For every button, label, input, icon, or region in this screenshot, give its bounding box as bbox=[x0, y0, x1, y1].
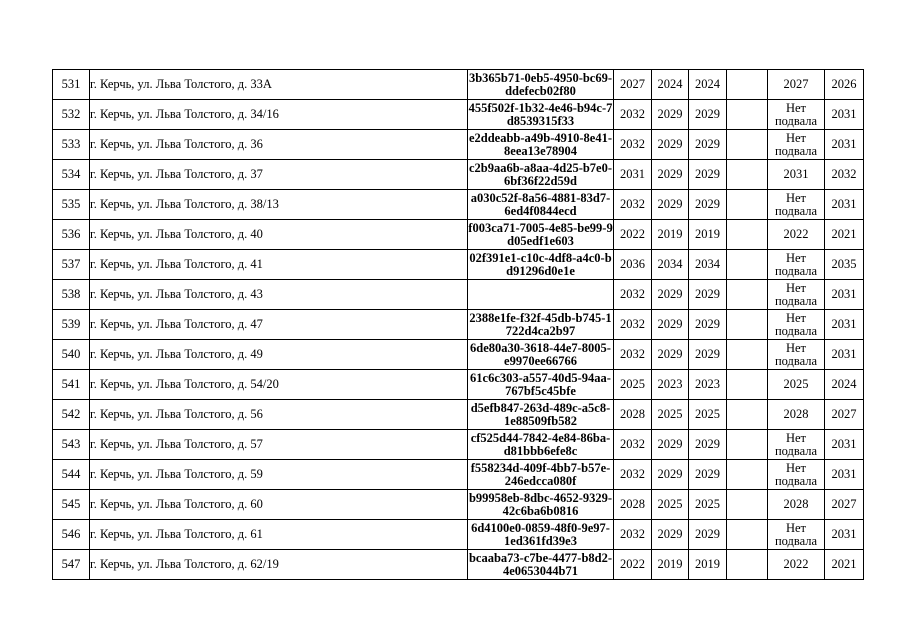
year-cell-last: 2032 bbox=[825, 160, 864, 190]
year-cell-2: 2034 bbox=[652, 250, 689, 280]
year-cell-2: 2029 bbox=[652, 130, 689, 160]
table-row bbox=[53, 340, 864, 370]
year-cell-last: 2024 bbox=[825, 370, 864, 400]
table-row bbox=[53, 130, 864, 160]
empty-cell bbox=[727, 520, 768, 550]
empty-cell bbox=[727, 490, 768, 520]
row-number-cell: 532 bbox=[53, 100, 90, 130]
year-cell-2: 2025 bbox=[652, 400, 689, 430]
guid-cell: f003ca71-7005-4e85-be99-9d05edf1e603 bbox=[468, 220, 613, 248]
year-cell-last: 2027 bbox=[825, 490, 864, 520]
table-row bbox=[53, 430, 864, 460]
year-cell-2: 2019 bbox=[652, 550, 689, 580]
table-row bbox=[53, 550, 864, 580]
year-cell-last: 2031 bbox=[825, 190, 864, 220]
year-cell-3: 2025 bbox=[689, 490, 727, 520]
year-cell-3: 2029 bbox=[689, 340, 727, 370]
year-cell-1: 2032 bbox=[614, 100, 652, 130]
table-row bbox=[53, 310, 864, 340]
year-cell-2: 2025 bbox=[652, 490, 689, 520]
year-cell-2: 2019 bbox=[652, 220, 689, 250]
guid-cell: a030c52f-8a56-4881-83d7-6ed4f0844ecd bbox=[468, 190, 614, 220]
year-cell-3: 2019 bbox=[689, 550, 727, 580]
address-cell: г. Керчь, ул. Льва Толстого, д. 62/19 bbox=[90, 550, 468, 580]
basement-cell: Нет подвала bbox=[768, 130, 825, 160]
table-row bbox=[53, 190, 864, 220]
address-cell: г. Керчь, ул. Льва Толстого, д. 61 bbox=[90, 520, 468, 550]
table-row bbox=[53, 220, 864, 250]
year-cell-3: 2019 bbox=[689, 220, 727, 250]
table-row bbox=[53, 70, 864, 100]
address-cell: г. Керчь, ул. Льва Толстого, д. 43 bbox=[90, 280, 468, 310]
address-cell: г. Керчь, ул. Льва Толстого, д. 54/20 bbox=[90, 370, 468, 400]
year-cell-3: 2029 bbox=[689, 130, 727, 160]
year-cell-1: 2036 bbox=[614, 250, 652, 280]
empty-cell bbox=[727, 220, 768, 250]
empty-cell bbox=[727, 190, 768, 220]
table-row bbox=[53, 520, 864, 550]
year-cell-last: 2021 bbox=[825, 550, 864, 580]
year-cell-2: 2029 bbox=[652, 430, 689, 460]
address-cell: г. Керчь, ул. Льва Толстого, д. 40 bbox=[90, 220, 468, 250]
address-cell: г. Керчь, ул. Льва Толстого, д. 56 bbox=[90, 400, 468, 430]
year-cell-3: 2024 bbox=[689, 70, 727, 100]
basement-cell: Нет подвала bbox=[768, 190, 825, 220]
basement-cell: 2031 bbox=[768, 160, 825, 190]
empty-cell bbox=[727, 160, 768, 190]
year-cell-1: 2027 bbox=[614, 70, 652, 100]
empty-cell bbox=[727, 460, 768, 490]
row-number-cell: 535 bbox=[53, 190, 90, 220]
row-number-cell: 540 bbox=[53, 340, 90, 370]
year-cell-2: 2024 bbox=[652, 70, 689, 100]
year-cell-2: 2029 bbox=[652, 340, 689, 370]
year-cell-1: 2032 bbox=[614, 460, 652, 490]
address-cell: г. Керчь, ул. Льва Толстого, д. 60 bbox=[90, 490, 468, 520]
year-cell-last: 2026 bbox=[825, 70, 864, 100]
year-cell-1: 2032 bbox=[614, 340, 652, 370]
empty-cell bbox=[727, 250, 768, 280]
empty-cell bbox=[727, 370, 768, 400]
basement-cell: Нет подвала bbox=[768, 280, 825, 310]
address-cell: г. Керчь, ул. Льва Толстого, д. 36 bbox=[90, 130, 468, 160]
row-number-cell: 539 bbox=[53, 310, 90, 340]
year-cell-3: 2023 bbox=[689, 370, 727, 400]
basement-cell: 2022 bbox=[768, 550, 825, 580]
address-cell: г. Керчь, ул. Льва Толстого, д. 57 bbox=[90, 430, 468, 460]
basement-cell: 2028 bbox=[768, 400, 825, 430]
empty-cell bbox=[727, 400, 768, 430]
year-cell-1: 2032 bbox=[614, 520, 652, 550]
row-number-cell: 541 bbox=[53, 370, 90, 400]
year-cell-2: 2029 bbox=[652, 190, 689, 220]
year-cell-3: 2034 bbox=[689, 250, 727, 280]
year-cell-3: 2029 bbox=[689, 460, 727, 490]
empty-cell bbox=[727, 70, 768, 100]
address-cell: г. Керчь, ул. Льва Толстого, д. 38/13 bbox=[90, 190, 468, 220]
guid-cell: cf525d44-7842-4e84-86ba-d81bbb6efe8c bbox=[468, 430, 614, 460]
address-cell: г. Керчь, ул. Льва Толстого, д. 33А bbox=[90, 70, 468, 100]
year-cell-2: 2029 bbox=[652, 520, 689, 550]
year-cell-last: 2031 bbox=[825, 460, 864, 490]
address-cell: г. Керчь, ул. Льва Толстого, д. 37 bbox=[90, 160, 468, 190]
basement-cell: Нет подвала bbox=[768, 340, 825, 370]
table-row bbox=[53, 280, 864, 310]
row-number-cell: 538 bbox=[53, 280, 90, 310]
table-row bbox=[53, 400, 864, 430]
year-cell-3: 2029 bbox=[689, 430, 727, 460]
row-number-cell: 544 bbox=[53, 460, 90, 490]
year-cell-1: 2031 bbox=[614, 160, 652, 190]
table-row bbox=[53, 160, 864, 190]
basement-cell: 2022 bbox=[768, 220, 825, 250]
year-cell-3: 2029 bbox=[689, 520, 727, 550]
guid-cell: 455f502f-1b32-4e46-b94c-7d8539315f33 bbox=[468, 100, 613, 128]
year-cell-last: 2027 bbox=[825, 400, 864, 430]
empty-cell bbox=[727, 310, 768, 340]
address-cell: г. Керчь, ул. Льва Толстого, д. 34/16 bbox=[90, 100, 468, 130]
empty-cell bbox=[727, 100, 768, 130]
guid-cell: b99958eb-8dbc-4652-9329-42c6ba6b0816 bbox=[468, 490, 613, 518]
year-cell-last: 2031 bbox=[825, 520, 864, 550]
address-cell: г. Керчь, ул. Льва Толстого, д. 47 bbox=[90, 310, 468, 340]
guid-cell: 3b365b71-0eb5-4950-bc69-ddefecb02f80 bbox=[468, 70, 613, 98]
basement-cell: Нет подвала bbox=[768, 460, 825, 490]
year-cell-2: 2029 bbox=[652, 160, 689, 190]
year-cell-1: 2032 bbox=[614, 310, 652, 340]
year-cell-3: 2029 bbox=[689, 160, 727, 190]
empty-cell bbox=[727, 280, 768, 310]
year-cell-last: 2031 bbox=[825, 430, 864, 460]
year-cell-3: 2029 bbox=[689, 280, 727, 310]
year-cell-2: 2029 bbox=[652, 100, 689, 130]
year-cell-last: 2031 bbox=[825, 130, 864, 160]
table-row bbox=[53, 370, 864, 400]
basement-cell: Нет подвала bbox=[768, 430, 825, 460]
row-number-cell: 545 bbox=[53, 490, 90, 520]
guid-cell: e2ddeabb-a49b-4910-8e41-8eea13e78904 bbox=[468, 130, 613, 158]
year-cell-last: 2021 bbox=[825, 220, 864, 250]
table-row bbox=[53, 490, 864, 520]
guid-cell: bcaaba73-c7be-4477-b8d2-4e0653044b71 bbox=[468, 550, 613, 578]
table-row bbox=[53, 460, 864, 490]
guid-cell: 6d4100e0-0859-48f0-9e97-1ed361fd39e3 bbox=[468, 520, 614, 550]
guid-cell: 61c6c303-a557-40d5-94aa-767bf5c45bfe bbox=[468, 370, 614, 400]
row-number-cell: 533 bbox=[53, 130, 90, 160]
year-cell-3: 2025 bbox=[689, 400, 727, 430]
row-number-cell: 543 bbox=[53, 430, 90, 460]
row-number-cell: 531 bbox=[53, 70, 90, 100]
guid-cell bbox=[468, 280, 614, 310]
year-cell-2: 2029 bbox=[652, 460, 689, 490]
year-cell-2: 2029 bbox=[652, 280, 689, 310]
empty-cell bbox=[727, 430, 768, 460]
table-row bbox=[53, 100, 864, 130]
year-cell-1: 2028 bbox=[614, 490, 652, 520]
year-cell-3: 2029 bbox=[689, 310, 727, 340]
row-number-cell: 546 bbox=[53, 520, 90, 550]
table-row bbox=[53, 250, 864, 280]
basement-cell: Нет подвала bbox=[768, 250, 825, 280]
year-cell-1: 2032 bbox=[614, 280, 652, 310]
row-number-cell: 547 bbox=[53, 550, 90, 580]
row-number-cell: 534 bbox=[53, 160, 90, 190]
address-cell: г. Керчь, ул. Льва Толстого, д. 59 bbox=[90, 460, 468, 490]
year-cell-3: 2029 bbox=[689, 100, 727, 130]
year-cell-2: 2029 bbox=[652, 310, 689, 340]
address-cell: г. Керчь, ул. Льва Толстого, д. 41 bbox=[90, 250, 468, 280]
year-cell-last: 2031 bbox=[825, 310, 864, 340]
guid-cell: c2b9aa6b-a8aa-4d25-b7e0-6bf36f22d59d bbox=[468, 160, 613, 188]
year-cell-1: 2022 bbox=[614, 220, 652, 250]
housing-table bbox=[52, 69, 864, 580]
row-number-cell: 537 bbox=[53, 250, 90, 280]
guid-cell: f558234d-409f-4bb7-b57e-246edcca080f bbox=[468, 460, 614, 490]
row-number-cell: 536 bbox=[53, 220, 90, 250]
guid-cell: 2388e1fe-f32f-45db-b745-1722d4ca2b97 bbox=[469, 310, 612, 338]
guid-cell: 02f391e1-c10c-4df8-a4c0-bd91296d0e1e bbox=[469, 250, 612, 278]
year-cell-last: 2031 bbox=[825, 280, 864, 310]
year-cell-3: 2029 bbox=[689, 190, 727, 220]
empty-cell bbox=[727, 130, 768, 160]
basement-cell: 2025 bbox=[768, 370, 825, 400]
year-cell-1: 2028 bbox=[614, 400, 652, 430]
year-cell-last: 2031 bbox=[825, 340, 864, 370]
year-cell-1: 2025 bbox=[614, 370, 652, 400]
year-cell-last: 2031 bbox=[825, 100, 864, 130]
year-cell-1: 2022 bbox=[614, 550, 652, 580]
basement-cell: Нет подвала bbox=[768, 520, 825, 550]
year-cell-1: 2032 bbox=[614, 130, 652, 160]
address-cell: г. Керчь, ул. Льва Толстого, д. 49 bbox=[90, 340, 468, 370]
basement-cell: Нет подвала bbox=[768, 100, 825, 130]
basement-cell: Нет подвала bbox=[768, 310, 825, 340]
year-cell-2: 2023 bbox=[652, 370, 689, 400]
empty-cell bbox=[727, 340, 768, 370]
row-number-cell: 542 bbox=[53, 400, 90, 430]
basement-cell: 2027 bbox=[768, 70, 825, 100]
guid-cell: d5efb847-263d-489c-a5c8-1e88509fb582 bbox=[468, 400, 614, 430]
basement-cell: 2028 bbox=[768, 490, 825, 520]
empty-cell bbox=[727, 550, 768, 580]
year-cell-last: 2035 bbox=[825, 250, 864, 280]
year-cell-1: 2032 bbox=[614, 190, 652, 220]
table-body bbox=[53, 70, 864, 580]
guid-cell: 6de80a30-3618-44e7-8005-e9970ee66766 bbox=[468, 340, 614, 370]
year-cell-1: 2032 bbox=[614, 430, 652, 460]
